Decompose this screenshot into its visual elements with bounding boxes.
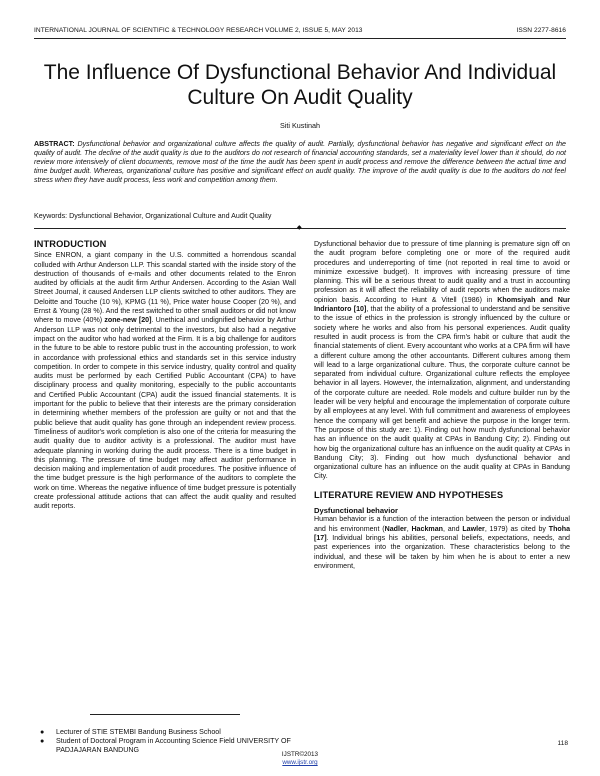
copyright: IJSTR©2013: [281, 751, 319, 758]
footnote-rule: [90, 714, 240, 715]
introduction-heading: INTRODUCTION: [34, 239, 107, 249]
issn: ISSN 2277-8616: [516, 27, 566, 34]
right-column: [314, 240, 570, 571]
bullet-icon: ●: [40, 737, 45, 745]
abstract-label: ABSTRACT:: [34, 140, 75, 148]
introduction-paragraph: Since ENRON, a giant company in the U.S. committed a horrendous scandal colluded with Arthur Anderson LLP. This scandal started with the inside story of the destruction of thousands of e-mails and other documents related to the Enron audited by officials at the audit firm Arthur Andersen. According to the Asian Wall Street Journal, it caused Andersen LLP clients switched to other auditors. They are Deloitte and Touche (10 %), KPMG (11 %), Price water house Cooper (20 %), and Ernst & Young (28 %). And the rest switched to other small auditors or did not know where to move (40%) zone-new [20]. Unethical and undignified behavior by Arthur Anderson LLP was not only detrimental to the investors, but also had a negative impact on the auditor who had worked at the Firm. It is a big challenge for auditors in the future to be able to restore public trust in the accounting profession, to work in accordance with professional ethics and standards set in this service industry competition. In order to compete in this service industry, quality control and quality audits must be performed by each Certified Public Accountant (CPA) to have disciplinary process and quality monitoring, especially to the public accountants and Certified Public Accountant (CPA) audit the issued financial statements. It is important for the public to believe that their interests are the primary consideration in determining whether members of the profession are guilty or not and that the public believe that audit quality has gone through an independent review process. Timeliness of auditor's work completion is also one of the criteria for measuring the audit quality due to auditor activity is a professional. The auditor must have adequate planning in working during the audit process. There is a time budget in this planning. The pressure of time budget may affect auditor performance in decision making and implementation of audit procedures. The positive influence of the time budget pressure is the high performance of the auditors to complete the work on time. Whereas the negative influence of time budget pressure is potentially create professional attitude actions that can affect the audit quality and resulted audit reports.: [34, 251, 296, 511]
footnote-item: ● Student of Doctoral Program in Accounting Science Field UNIVERSITY OF PADJAJARAN BANDUNG: [40, 737, 291, 754]
paper-title: The Influence Of Dysfunctional Behavior And Individual Culture On Audit Quality: [43, 61, 557, 109]
literature-review-heading: LITERATURE REVIEW AND HYPOTHESES: [314, 489, 504, 500]
citation: Hackman: [411, 524, 443, 533]
citation: Thoha [17]: [314, 524, 571, 542]
abstract: [34, 140, 566, 185]
dysfunctional-behavior-subheading: Dysfunctional behavior: [314, 506, 398, 516]
abstract-text: Dysfunctional behavior and organizational culture affects the quality of audit. Partially, dysfunctional behavior has negative and significant effect on the quality of audit. The decline of the audit quality is due to the auditors do not research of financial accounting standards, set a materiality level lower than it should, do not review more intensively of client documents, remove most of the time the audit has been spent in audit process and remove the difference between the actual time and time budget audit. Whereas, organizational culture has positive and significant effect on audit quality. The improve of the audit quality is due to the auditors do not feel stress when they have audit process, less work and competition among them.: [34, 140, 566, 184]
keywords: Keywords: Dysfunctional Behavior, Organizational Culture and Audit Quality: [34, 212, 272, 220]
citation: Khomsiyah and Nur Indriantoro [10]: [314, 295, 570, 314]
citation: Nadler: [384, 524, 407, 533]
body-paragraph: Human behavior is a function of the interaction between the person or individual and his environment (Nadler, Hackman, and Lawler, 1979) as cited by Thoha [17]. Individual brings his abilities, personal beliefs, expectations, needs, and past experiences into the organization. These characteristics belong to the individual, and these will be taken by him when he is about to enter a new environment,: [314, 515, 571, 570]
journal-website-link[interactable]: www.ijstr.org: [282, 759, 318, 766]
bullet-icon: ●: [40, 728, 45, 736]
citation: zone-new [20]: [104, 316, 152, 325]
left-column: [34, 240, 296, 512]
journal-name: INTERNATIONAL JOURNAL OF SCIENTIFIC & TECHNOLOGY RESEARCH VOLUME 2, ISSUE 5, MAY 2013: [34, 27, 363, 34]
page-footer: [0, 751, 600, 767]
diamond-ornament: ◆: [297, 225, 302, 231]
citation: Lawler: [462, 524, 485, 533]
page-number: 118: [557, 740, 568, 747]
body-paragraph: Dysfunctional behavior due to pressure of time planning is premature sign off on the audit program before completing one or more of the required audit procedures and underreporting of time (not reported in real time to avoid or minimize excessive budget). It improves with increasing pressure of time planning. This will be a serious threat to audit quality and a trust in accounting profession as it will affect the reliability of audit reports when the auditors make opinion basis. According to Hunt & Vitell (1986) in Khomsiyah and Nur Indriantoro [10], that the ability of a professional to understand and be sensitive to the issue of ethics in the profession is strongly influenced by the culture or society where he works and also from his personal experiences. Audit quality resulted in audit process is from the CPA firm's habit or culture that audit the financial statements of client. Every accountant who works at a CPA firm will have a different culture among the other accountants. Different cultures among them will lead to a large organizational culture. Thus, the corporate culture cannot be separated from individual culture. Organizational culture reflects the employee behavior in all layers. However, the internalization, alignment, and understanding of the corporate culture are needed. Role models and culture builder run by the leader will be very helpful and encourage the implementation of corporate culture by all employees at any level. With full commitment and awareness of employees hence the company will get benefit and achieve the purpose in the longer term. The purpose of this study are: 1). Finding out how much dysfunctional behavior has an influence on the audit quality at CPAs in Bandung City; 2). Finding out how big the organizational culture has an influence on the audit quality at CPAs in Bandung City; 3). Finding out how much dysfunctional behavior and organizational culture has an influence on the audit quality at CPAs in Bandung City.: [314, 240, 570, 481]
footnote-item: ● Lecturer of STIE STEMBI Bandung Business School: [40, 728, 221, 736]
author-name: Siti Kustinah: [280, 121, 320, 130]
header-rule: [34, 38, 566, 39]
